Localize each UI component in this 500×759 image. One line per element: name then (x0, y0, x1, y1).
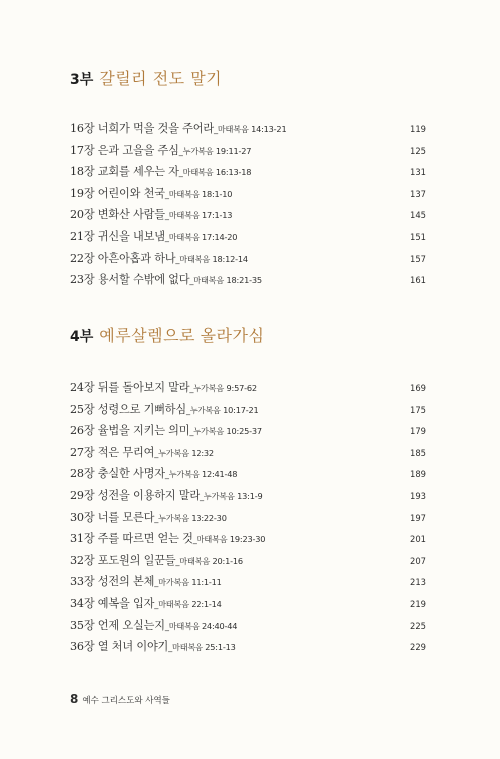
part-3-chapter-list (70, 120, 426, 293)
chapter-title: 19장 어린이와 천국 (70, 186, 165, 200)
chapter-page-number: 207 (410, 555, 426, 566)
chapter-row-32[interactable] (70, 552, 426, 574)
chapter-title: 29장 성전을 이용하지 말라 (70, 488, 200, 502)
chapter-title: 33장 성전의 본체 (70, 575, 155, 589)
page-footer (70, 692, 170, 706)
chapter-scripture-ref: _마태복음 22:1-14 (154, 598, 222, 609)
chapter-scripture-ref: _마태복음 20:1-16 (175, 555, 243, 566)
chapter-scripture-ref: _마가복음 11:1-11 (154, 577, 222, 588)
chapter-row-20[interactable] (70, 206, 426, 228)
chapter-page-number: 213 (410, 577, 426, 588)
part-3-header (70, 66, 426, 92)
chapter-page-number: 197 (410, 512, 426, 523)
chapter-scripture-ref: _누가복음 13:22-30 (154, 512, 227, 523)
chapter-page-number: 131 (410, 167, 426, 178)
chapter-row-16[interactable] (70, 120, 426, 142)
part-3-section (70, 66, 426, 293)
chapter-page-number: 157 (410, 253, 426, 264)
chapter-page-number: 145 (410, 210, 426, 221)
chapter-page-number: 225 (410, 620, 426, 631)
chapter-title: 34장 예복을 입자 (70, 596, 155, 610)
chapter-title: 25장 성령으로 기뻐하심 (70, 402, 187, 416)
chapter-row-21[interactable] (70, 228, 426, 250)
part-4-title: 예루살렘으로 올라가심 (99, 326, 265, 345)
chapter-row-24[interactable] (70, 379, 426, 401)
chapter-scripture-ref: _마태복음 19:23-30 (192, 534, 266, 545)
chapter-title: 17장 은과 고을을 주심 (70, 143, 179, 157)
chapter-scripture-ref: _누가복음 9:57-62 (189, 383, 257, 393)
footer-book-title: 예수 그리스도와 사역들 (82, 696, 170, 706)
part-4-chapter-list (70, 379, 426, 660)
chapter-title: 28장 충실한 사명자 (70, 467, 165, 481)
chapter-row-36[interactable] (70, 638, 426, 660)
chapter-row-19[interactable] (70, 185, 426, 207)
chapter-scripture-ref: _마태복음 17:1-13 (164, 210, 233, 221)
chapter-row-26[interactable] (70, 422, 426, 444)
chapter-page-number: 169 (410, 383, 426, 393)
chapter-scripture-ref: _마태복음 24:40-44 (164, 620, 238, 631)
chapter-page-number: 137 (410, 188, 426, 199)
chapter-scripture-ref: _마태복음 14:13-21 (213, 124, 287, 134)
part-3-title: 갈릴리 전도 말기 (99, 69, 223, 88)
chapter-title: 36장 열 처녀 이야기 (70, 640, 169, 654)
chapter-page-number: 119 (410, 124, 426, 134)
chapter-title: 31장 주를 따르면 얻는 것 (70, 532, 193, 546)
chapter-scripture-ref: _누가복음 12:41-48 (164, 469, 238, 480)
chapter-row-23[interactable] (70, 271, 426, 293)
chapter-page-number: 185 (410, 447, 426, 458)
footer-page-number: 8 (70, 692, 79, 706)
part-4-number: 4부 (70, 329, 94, 345)
part-4-section (70, 323, 426, 660)
chapter-row-18[interactable] (70, 163, 426, 185)
chapter-scripture-ref: _마태복음 18:12-14 (175, 253, 248, 264)
chapter-row-30[interactable] (70, 509, 426, 531)
chapter-title: 30장 너를 모른다 (70, 510, 155, 524)
chapter-title: 20장 변화산 사람들 (70, 208, 165, 222)
chapter-row-29[interactable] (70, 487, 426, 509)
chapter-row-25[interactable] (70, 401, 426, 423)
chapter-scripture-ref: _마태복음 18:21-35 (189, 275, 262, 286)
chapter-page-number: 175 (410, 404, 426, 415)
chapter-scripture-ref: _누가복음 10:25-37 (189, 426, 262, 437)
chapter-scripture-ref: _누가복음 13:1-9 (199, 490, 263, 501)
chapter-page-number: 193 (410, 490, 426, 501)
chapter-title: 35장 언제 오실는지 (70, 618, 165, 632)
chapter-scripture-ref: _누가복음 19:11-27 (178, 145, 252, 156)
chapter-row-17[interactable] (70, 142, 426, 164)
chapter-title: 21장 귀신을 내보냄 (70, 229, 165, 243)
chapter-scripture-ref: _누가복음 12:32 (154, 447, 214, 458)
chapter-row-33[interactable] (70, 573, 426, 595)
chapter-title: 24장 뒤를 돌아보지 말라 (70, 381, 190, 394)
chapter-scripture-ref: _마태복음 16:13-18 (178, 167, 252, 178)
chapter-row-28[interactable] (70, 465, 426, 487)
chapter-row-27[interactable] (70, 444, 426, 466)
chapter-page-number: 201 (410, 534, 426, 545)
chapter-page-number: 151 (410, 231, 426, 242)
chapter-scripture-ref: _누가복음 10:17-21 (186, 404, 259, 415)
chapter-title: 26장 율법을 지키는 의미 (70, 424, 190, 438)
chapter-title: 22장 아흔아홉과 하나 (70, 251, 176, 265)
chapter-row-35[interactable] (70, 617, 426, 639)
chapter-page-number: 229 (410, 642, 426, 653)
chapter-page-number: 189 (410, 469, 426, 480)
chapter-page-number: 219 (410, 598, 426, 609)
chapter-row-22[interactable] (70, 250, 426, 272)
chapter-row-34[interactable] (70, 595, 426, 617)
chapter-title: 18장 교회를 세우는 자 (70, 165, 179, 179)
chapter-title: 16장 너희가 먹을 것을 주어라 (70, 122, 214, 135)
part-3-number: 3부 (70, 72, 94, 88)
chapter-scripture-ref: _마태복음 17:14-20 (164, 231, 238, 242)
chapter-page-number: 161 (410, 275, 426, 286)
chapter-title: 32장 포도원의 일꾼들 (70, 553, 176, 567)
chapter-title: 27장 적은 무리여 (70, 445, 155, 459)
chapter-row-31[interactable] (70, 530, 426, 552)
chapter-page-number: 125 (410, 145, 426, 156)
chapter-scripture-ref: _마태복음 25:1-13 (168, 642, 236, 653)
part-4-header (70, 323, 426, 349)
chapter-scripture-ref: _마태복음 18:1-10 (164, 188, 233, 199)
chapter-title: 23장 용서할 수밖에 없다 (70, 273, 190, 287)
chapter-page-number: 179 (410, 426, 426, 437)
